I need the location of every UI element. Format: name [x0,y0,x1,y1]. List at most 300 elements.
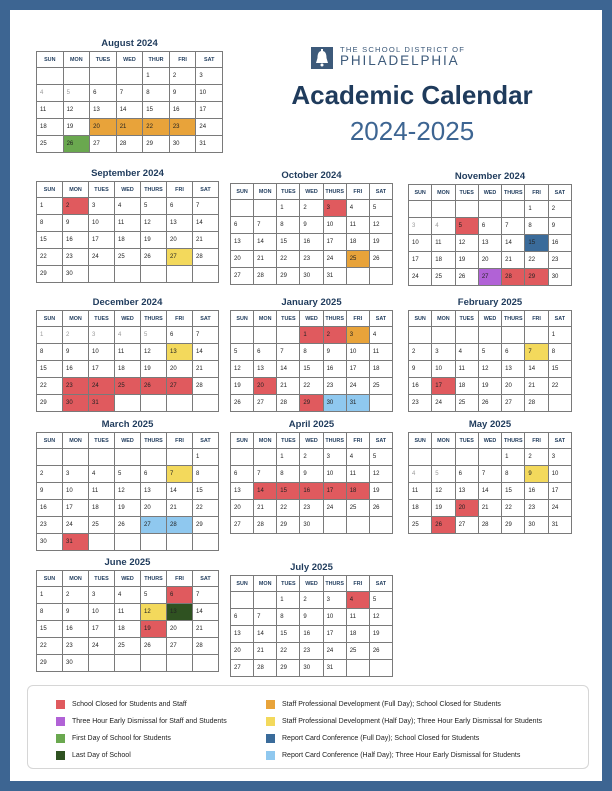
day-cell: 24 [346,378,369,395]
empty-cell [63,68,90,85]
day-cell: 8 [502,466,525,483]
day-cell: 28 [277,395,300,412]
weekday-header: WED [478,311,501,327]
week-row [37,232,219,249]
week-row [37,102,223,119]
day-cell: 1 [37,327,63,344]
day-cell: 8 [300,344,323,361]
empty-cell [167,266,193,283]
week-row [37,249,219,266]
day-cell: 25 [346,643,369,660]
day-cell: 5 [369,200,392,217]
week-row [37,327,219,344]
month-table [408,184,572,286]
weekday-header: WED [300,576,323,592]
weekday-header: WED [116,52,143,68]
day-cell: 9 [63,604,89,621]
day-cell: 30 [63,655,89,672]
day-cell: 20 [167,621,193,638]
weekday-header: MON [63,182,89,198]
day-cell: 12 [455,235,478,252]
day-cell: 27 [90,136,117,153]
weekday-header: SAT [548,433,571,449]
weekday-header: MON [254,311,277,327]
day-cell: 26 [115,517,141,534]
week-row [409,449,572,466]
day-cell: 3 [409,218,432,235]
day-cell: 27 [167,378,193,395]
day-cell: 5 [455,218,478,235]
day-cell: 22 [502,500,525,517]
day-cell: 14 [254,234,277,251]
day-cell: 20 [231,643,254,660]
empty-cell [455,327,478,344]
legend-label: Report Card Conference (Full Day); School Closed for Students [282,735,480,742]
empty-cell [369,660,392,677]
day-cell: 29 [277,660,300,677]
day-cell: 1 [277,200,300,217]
day-cell: 10 [196,85,223,102]
day-cell: 11 [432,235,455,252]
weekday-header: THURS [323,311,346,327]
week-row [409,269,572,286]
month-may-2025 [408,418,572,534]
day-cell: 30 [300,660,323,677]
day-cell: 15 [37,621,63,638]
weekday-header: TUES [89,182,115,198]
empty-cell [115,266,141,283]
day-cell: 25 [409,517,432,534]
day-cell: 3 [323,449,346,466]
day-cell: 28 [167,517,193,534]
day-cell: 22 [193,500,219,517]
month-title: January 2025 [281,297,342,308]
day-cell: 15 [502,483,525,500]
day-cell: 16 [63,621,89,638]
day-cell: 28 [478,517,501,534]
day-cell: 2 [63,198,89,215]
day-cell: 8 [37,344,63,361]
empty-cell [409,201,432,218]
week-row [409,517,572,534]
empty-cell [193,266,219,283]
day-cell: 11 [455,361,478,378]
day-cell: 24 [323,500,346,517]
day-cell: 21 [254,643,277,660]
week-row [409,500,572,517]
weekday-header: MON [432,433,455,449]
month-april-2025 [230,418,393,534]
day-cell: 19 [455,252,478,269]
day-cell: 7 [254,217,277,234]
day-cell: 20 [141,500,167,517]
weekday-header: TUES [455,433,478,449]
day-cell: 26 [369,251,392,268]
weekday-header: THURS [502,433,525,449]
weekday-header: SAT [193,571,219,587]
day-cell: 13 [231,483,254,500]
day-cell: 3 [548,449,571,466]
day-cell: 14 [277,361,300,378]
day-cell: 27 [254,395,277,412]
day-cell: 8 [548,344,571,361]
day-cell: 17 [196,102,223,119]
day-cell: 18 [37,119,64,136]
day-cell: 6 [141,466,167,483]
day-cell: 19 [369,234,392,251]
day-cell: 8 [143,85,170,102]
day-cell: 22 [277,251,300,268]
day-cell: 15 [277,626,300,643]
empty-cell [455,201,478,218]
day-cell: 6 [231,609,254,626]
day-cell: 16 [300,483,323,500]
day-cell: 9 [37,483,63,500]
day-cell: 16 [300,626,323,643]
day-cell: 3 [432,344,455,361]
day-cell: 1 [502,449,525,466]
day-cell: 5 [478,344,501,361]
day-cell: 16 [63,361,89,378]
day-cell: 18 [346,626,369,643]
week-row [231,234,393,251]
weekday-header: THURS [141,433,167,449]
weekday-header: MON [63,311,89,327]
week-row [37,266,219,283]
day-cell: 18 [369,361,392,378]
weekday-header: TUES [277,433,300,449]
week-row [231,660,393,677]
month-november-2024 [408,170,572,286]
day-cell: 29 [193,517,219,534]
day-cell: 12 [141,604,167,621]
day-cell: 5 [369,592,392,609]
weekday-header: FRI [167,311,193,327]
weekday-header: SAT [548,185,571,201]
weekday-header: SUN [37,571,63,587]
day-cell: 17 [548,483,571,500]
day-cell: 20 [455,500,478,517]
weekday-header: MON [254,184,277,200]
day-cell: 10 [89,344,115,361]
empty-cell [277,327,300,344]
day-cell: 1 [548,327,571,344]
day-cell: 18 [115,361,141,378]
week-row [37,85,223,102]
weekday-header: THURS [323,184,346,200]
day-cell: 12 [369,217,392,234]
day-cell: 18 [115,232,141,249]
legend-swatch [56,751,65,760]
empty-cell [369,517,392,534]
day-cell: 4 [409,466,432,483]
day-cell: 23 [63,249,89,266]
legend-swatch [266,751,275,760]
day-cell: 19 [141,361,167,378]
month-table [36,570,219,672]
day-cell: 12 [478,361,501,378]
weekday-header: SUN [231,576,254,592]
day-cell: 17 [346,361,369,378]
weekday-header: FRI [525,311,548,327]
day-cell: 9 [169,85,196,102]
empty-cell [193,395,219,412]
weekday-header: THURS [502,311,525,327]
legend-swatch [56,734,65,743]
weekday-header: THURS [141,311,167,327]
day-cell: 30 [169,136,196,153]
week-row [37,517,219,534]
week-row [231,361,393,378]
week-row [37,361,219,378]
day-cell: 10 [323,217,346,234]
weekday-header: TUES [90,52,117,68]
day-cell: 14 [525,361,548,378]
day-cell: 21 [254,500,277,517]
day-cell: 4 [37,85,64,102]
day-cell: 14 [478,483,501,500]
weekday-header: THUR [143,52,170,68]
weekday-header: SAT [196,52,223,68]
day-cell: 19 [432,500,455,517]
day-cell: 26 [369,643,392,660]
week-row [37,344,219,361]
day-cell: 15 [525,235,548,252]
day-cell: 22 [277,643,300,660]
week-row [409,378,572,395]
day-cell: 25 [115,378,141,395]
week-row [409,483,572,500]
day-cell: 15 [277,483,300,500]
weekday-header: TUES [277,576,300,592]
month-title: August 2024 [101,38,158,49]
week-row [231,200,393,217]
day-cell: 27 [455,517,478,534]
day-cell: 21 [502,252,525,269]
weekday-header: FRI [346,576,369,592]
week-row [409,327,572,344]
day-cell: 29 [502,517,525,534]
page-title: Academic Calendar [291,80,533,110]
day-cell: 8 [37,604,63,621]
weekday-header: SUN [231,311,254,327]
day-cell: 13 [167,215,193,232]
day-cell: 21 [193,361,219,378]
weekday-header: WED [115,571,141,587]
day-cell: 24 [89,249,115,266]
day-cell: 12 [231,361,254,378]
day-cell: 1 [37,587,63,604]
day-cell: 12 [432,483,455,500]
weekday-header: WED [115,433,141,449]
weekday-header: SAT [369,433,392,449]
weekday-header: THURS [141,571,167,587]
day-cell: 11 [115,604,141,621]
day-cell: 1 [193,449,219,466]
week-row [37,378,219,395]
day-cell: 21 [193,232,219,249]
day-cell: 26 [369,500,392,517]
day-cell: 4 [115,587,141,604]
day-cell: 6 [478,218,501,235]
empty-cell [89,266,115,283]
day-cell: 22 [277,500,300,517]
day-cell: 13 [478,235,501,252]
day-cell: 4 [455,344,478,361]
empty-cell [409,327,432,344]
day-cell: 13 [231,626,254,643]
month-table [36,51,223,153]
day-cell: 7 [277,344,300,361]
day-cell: 14 [116,102,143,119]
day-cell: 23 [63,638,89,655]
month-table [230,432,393,534]
day-cell: 2 [548,201,571,218]
empty-cell [89,449,115,466]
empty-cell [502,201,525,218]
day-cell: 6 [502,344,525,361]
day-cell: 28 [254,268,277,285]
empty-cell [115,534,141,551]
empty-cell [115,395,141,412]
day-cell: 28 [116,136,143,153]
day-cell: 24 [323,643,346,660]
day-cell: 29 [37,655,63,672]
day-cell: 22 [37,638,63,655]
day-cell: 5 [141,198,167,215]
day-cell: 9 [300,609,323,626]
day-cell: 28 [193,638,219,655]
day-cell: 28 [193,249,219,266]
day-cell: 18 [89,500,115,517]
day-cell: 20 [478,252,501,269]
day-cell: 4 [115,198,141,215]
day-cell: 28 [525,395,548,412]
empty-cell [346,660,369,677]
day-cell: 29 [143,136,170,153]
legend-swatch [56,717,65,726]
day-cell: 27 [231,660,254,677]
day-cell: 5 [231,344,254,361]
weekday-header: FRI [346,184,369,200]
weekday-header: THURS [502,185,525,201]
empty-cell [167,655,193,672]
weekday-header: MON [63,571,89,587]
empty-cell [548,395,571,412]
day-cell: 7 [478,466,501,483]
day-cell: 12 [369,466,392,483]
day-cell: 15 [300,361,323,378]
weekday-header: WED [300,433,323,449]
day-cell: 11 [37,102,64,119]
weekday-header: FRI [346,311,369,327]
empty-cell [193,534,219,551]
day-cell: 18 [115,621,141,638]
day-cell: 10 [89,215,115,232]
empty-cell [525,327,548,344]
day-cell: 13 [254,361,277,378]
week-row [409,235,572,252]
month-august-2024 [36,37,223,153]
day-cell: 6 [231,217,254,234]
week-row [231,449,393,466]
week-row [37,655,219,672]
day-cell: 14 [193,215,219,232]
day-cell: 17 [89,361,115,378]
weekday-header: FRI [167,433,193,449]
day-cell: 4 [346,592,369,609]
day-cell: 23 [548,252,571,269]
weekday-header: TUES [89,311,115,327]
day-cell: 24 [548,500,571,517]
weekday-header: SAT [193,311,219,327]
day-cell: 23 [409,395,432,412]
day-cell: 7 [116,85,143,102]
day-cell: 6 [167,198,193,215]
day-cell: 9 [525,466,548,483]
day-cell: 15 [37,361,63,378]
weekday-header: THURS [323,576,346,592]
empty-cell [89,534,115,551]
day-cell: 18 [346,234,369,251]
day-cell: 10 [323,466,346,483]
day-cell: 31 [196,136,223,153]
week-row [231,251,393,268]
day-cell: 26 [141,638,167,655]
day-cell: 31 [89,395,115,412]
weekday-header: TUES [455,185,478,201]
month-title: May 2025 [468,419,512,430]
day-cell: 11 [346,466,369,483]
weekday-header: MON [254,433,277,449]
day-cell: 12 [63,102,90,119]
day-cell: 18 [409,500,432,517]
day-cell: 19 [141,621,167,638]
week-row [37,136,223,153]
weekday-header: SUN [231,433,254,449]
day-cell: 18 [455,378,478,395]
day-cell: 13 [167,344,193,361]
month-table [36,310,219,412]
day-cell: 28 [254,517,277,534]
day-cell: 27 [231,268,254,285]
day-cell: 26 [432,517,455,534]
day-cell: 19 [141,232,167,249]
empty-cell [116,68,143,85]
weekday-header: FRI [169,52,196,68]
empty-cell [432,327,455,344]
day-cell: 23 [300,500,323,517]
day-cell: 2 [63,587,89,604]
empty-cell [369,268,392,285]
day-cell: 8 [277,609,300,626]
week-row [37,466,219,483]
day-cell: 14 [254,483,277,500]
day-cell: 14 [193,604,219,621]
empty-cell [167,449,193,466]
day-cell: 16 [409,378,432,395]
day-cell: 30 [63,266,89,283]
day-cell: 1 [143,68,170,85]
empty-cell [89,655,115,672]
week-row [231,268,393,285]
day-cell: 7 [525,344,548,361]
week-row [409,395,572,412]
day-cell: 10 [89,604,115,621]
day-cell: 24 [432,395,455,412]
week-row [37,500,219,517]
day-cell: 16 [169,102,196,119]
